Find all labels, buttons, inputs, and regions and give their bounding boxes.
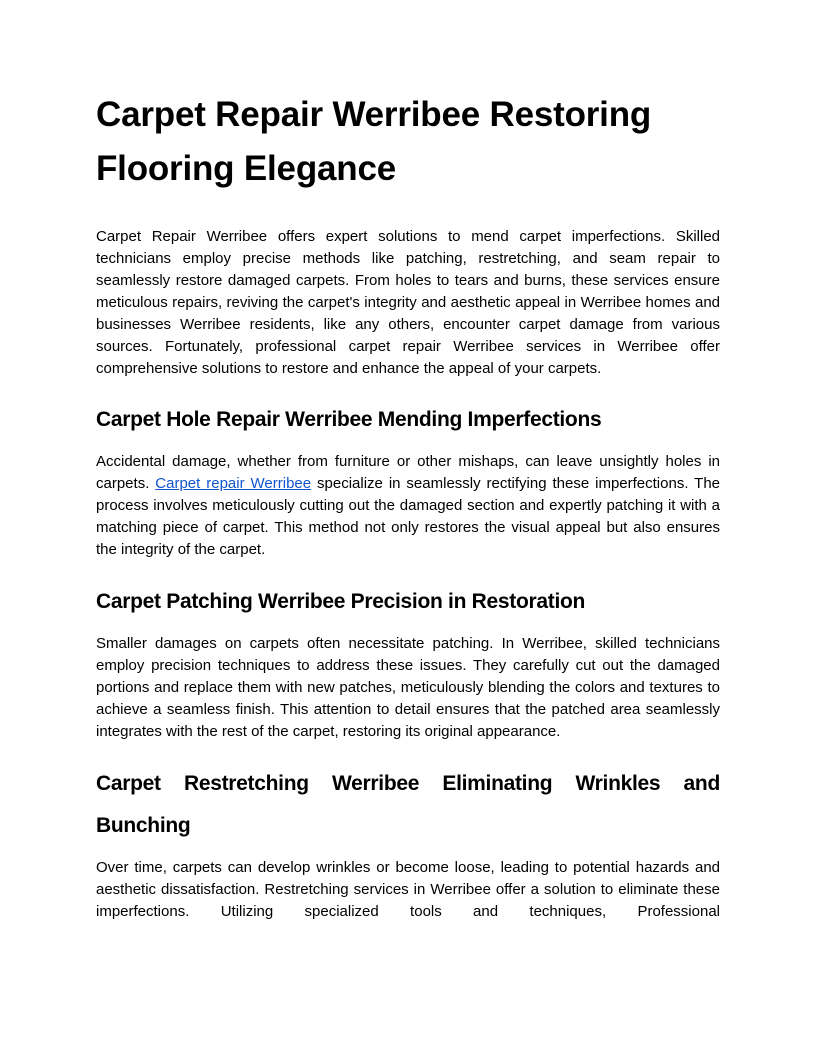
section-paragraph-patching: Smaller damages on carpets often necessitate patching. In Werribee, skilled technicians employ precision techniques to address these issues. They carefully cut out the damaged portions and replace them with new patches, meticulously blending the colors and textures to achieve a seamless finish. This attention to detail ensures that the patched area seamlessly integrates with the rest of the carpet, restoring its original appearance. xyxy=(96,635,720,740)
section-heading-patching: Carpet Patching Werribee Precision in Restoration xyxy=(96,590,586,613)
page-title: Carpet Repair Werribee Restoring Flooring Elegance xyxy=(96,95,652,188)
document-page xyxy=(96,88,720,943)
section-paragraph-hole-repair xyxy=(96,451,720,561)
carpet-repair-werribee-link[interactable]: Carpet repair Werribee xyxy=(155,475,312,492)
section-heading-hole-repair: Carpet Hole Repair Werribee Mending Imperfections xyxy=(96,408,602,431)
intro-paragraph: Carpet Repair Werribee offers expert solutions to mend carpet imperfections. Skilled technicians employ precise methods like patching, restretching, and seam repair to seamlessly restore damaged carpets. From holes to tears and burns, these services ensure meticulous repairs, reviving the carpet's integrity and aesthetic appeal in Werribee homes and businesses Werribee residents, like any others, encounter carpet damage from various sources. Fortunately, professional carpet repair Werribee services in Werribee offer comprehensive solutions to restore and enhance the appeal of your carpets. xyxy=(96,228,720,377)
paragraph-text: specialize in seamlessly rectifying these imperfections. The process involves meticulously cutting out the damaged section and expertly patching it with a matching piece of carpet. This method not only restores the visual appeal but also ensures the integrity of the carpet. xyxy=(96,475,720,558)
section-paragraph-restretching: Over time, carpets can develop wrinkles or become loose, leading to potential hazards and aesthetic dissatisfaction. Restretching services in Werribee offer a solution to eliminate these imperfections. Utilizing specialized tools and techniques, Professional xyxy=(96,859,720,920)
section-heading-restretching: Carpet Restretching Werribee Eliminating Wrinkles and Bunching xyxy=(96,772,720,837)
paragraph-text: Accidental damage, whether from furniture or other mishaps, can leave unsightly holes in carpets. xyxy=(96,453,720,492)
